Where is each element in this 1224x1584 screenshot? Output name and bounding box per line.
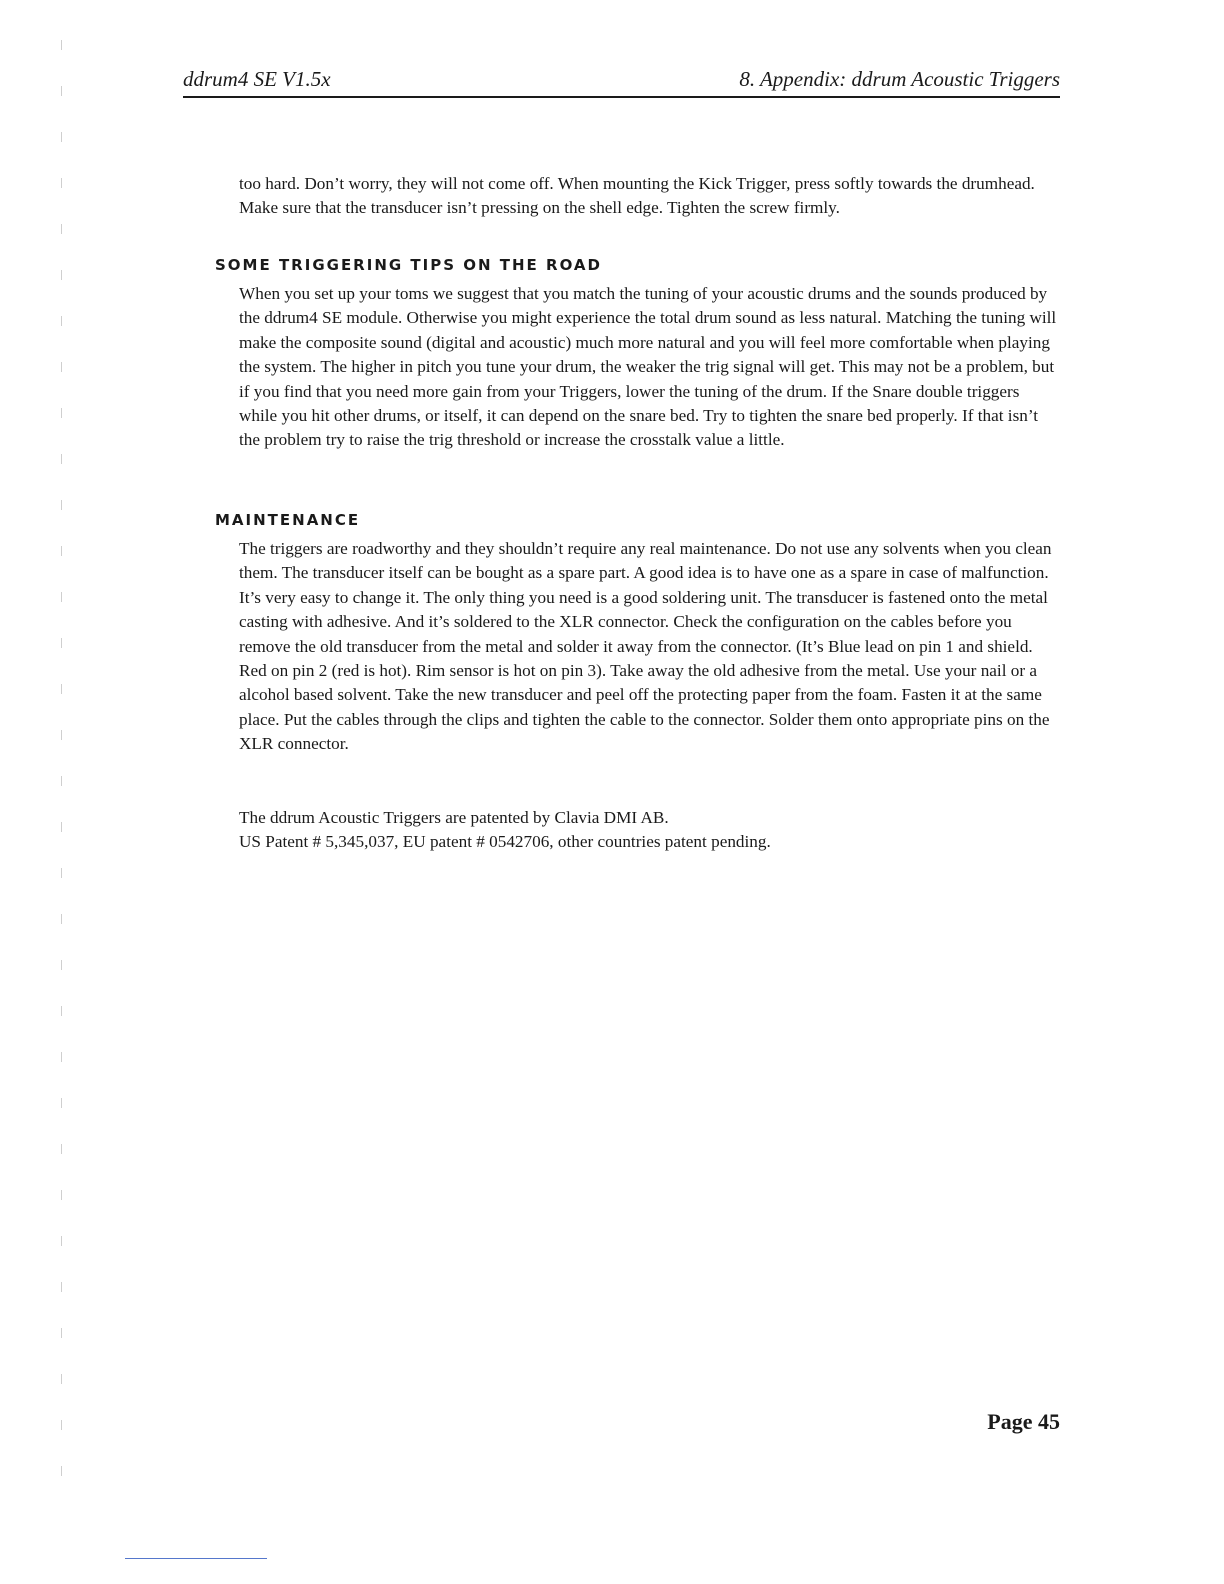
section-heading-text: SOME TRIGGERING TIPS ON THE ROAD — [215, 256, 602, 274]
section-heading-maintenance — [215, 510, 360, 530]
scan-margin-marks — [58, 40, 70, 1540]
intro-paragraph: too hard. Don’t worry, they will not come off. When mounting the Kick Trigger, press softly towards the drumhead. Make sure that the transducer isn’t pressing on the shell edge. Tighten the screw firmly. — [239, 174, 1035, 218]
section-body-triggering-tips: When you set up your toms we suggest that you match the tuning of your acoustic drums and the sounds produced by the ddrum4 SE module. Otherwise you might experience the total drum sound as less natural. Matching the tuning will make the composite sound (digital and acoustic) much more natural and you will feel more comfortable when playing the system. The higher in pitch you tune your drum, the weaker the trig signal will get. This may not be a problem, but if you find that you need more gain from your Triggers, lower the tuning of the drum. If the Snare double triggers while you hit other drums, or itself, it can depend on the snare bed. Try to tighten the snare bed properly. If that isn’t the problem try to raise the trig threshold or increase the crosstalk value a little. — [239, 284, 1057, 450]
section-body-maintenance: The triggers are roadworthy and they shouldn’t require any real maintenance. Do not use any solvents when you clean them. The transducer itself can be bought as a spare part. A good idea is to have one as a spare in case of malfunction. It’s very easy to change it. The only thing you need is a good soldering unit. The transducer is fastened onto the metal casting with adhesive. And it’s soldered to the XLR connector. Check the configuration on the cables before you remove the old transducer from the metal and solder it away from the connector. (It’s Blue lead on pin 1 and shield. Red on pin 2 (red is hot). Rim sensor is hot on pin 3). Take away the old adhesive from the metal. Use your nail or a alcohol based solvent. Take the new transducer and peel off the protecting paper from the foam. Fasten it at the same place. Put the cables through the clips and tighten the cable to the connector. Solder them onto appropriate pins on the XLR connector. — [239, 539, 1052, 754]
page-number: Page 45 — [987, 1409, 1060, 1434]
patent-line-1: The ddrum Acoustic Triggers are patented by Clavia DMI AB. — [239, 808, 669, 827]
section-heading-text: MAINTENANCE — [215, 511, 361, 529]
header-chapter-title: 8. Appendix: ddrum Acoustic Triggers — [739, 67, 1060, 91]
patent-line-2: US Patent # 5,345,037, EU patent # 0542706, other countries patent pending. — [239, 832, 771, 851]
bottom-rule — [125, 1558, 267, 1559]
section-heading-triggering-tips — [215, 255, 602, 275]
page-header — [183, 66, 1060, 98]
header-document-title: ddrum4 SE V1.5x — [183, 67, 331, 91]
